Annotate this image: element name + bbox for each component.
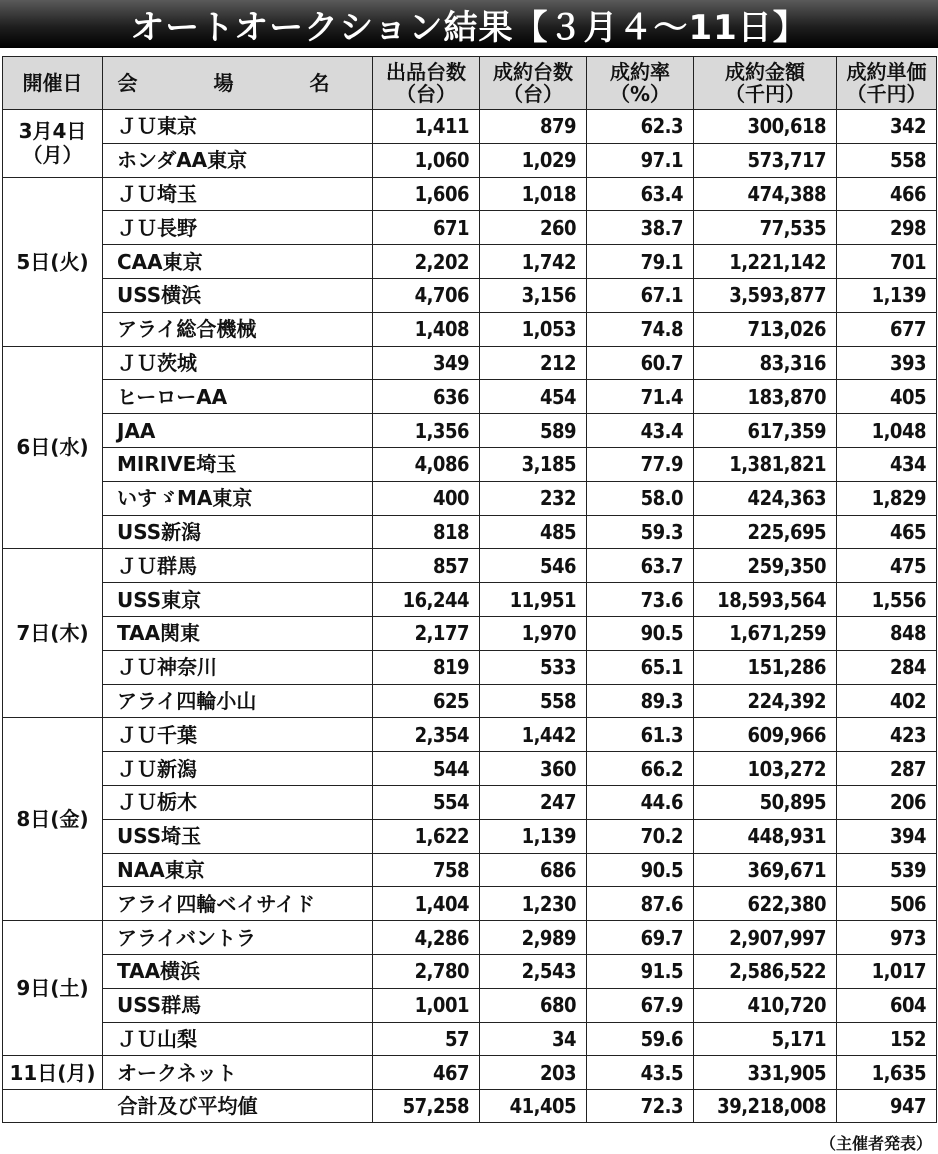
rate-cell: 70.2 xyxy=(587,819,694,853)
listed-cell: 819 xyxy=(373,650,480,684)
venue-cell: USS新潟 xyxy=(103,515,373,549)
header-date: 開催日 xyxy=(3,57,103,110)
amount-cell: 713,026 xyxy=(694,312,837,346)
unit-cell: 342 xyxy=(837,110,937,144)
table-row xyxy=(3,380,937,414)
listed-cell: 636 xyxy=(373,380,480,414)
sold-cell: 3,185 xyxy=(480,447,587,481)
venue-cell: ＪＵ栃木 xyxy=(103,785,373,819)
unit-cell: 848 xyxy=(837,616,937,650)
listed-cell: 1,411 xyxy=(373,110,480,144)
sold-cell: 1,018 xyxy=(480,177,587,211)
venue-cell: アライ総合機械 xyxy=(103,312,373,346)
amount-cell: 410,720 xyxy=(694,988,837,1022)
listed-cell: 1,060 xyxy=(373,143,480,177)
page-title: オートオークション結果【３月４～11日】 xyxy=(130,7,808,48)
table-body xyxy=(3,110,937,1090)
amount-cell: 18,593,564 xyxy=(694,583,837,617)
listed-cell: 467 xyxy=(373,1056,480,1090)
listed-cell: 1,606 xyxy=(373,177,480,211)
table-row xyxy=(3,110,937,144)
amount-cell: 609,966 xyxy=(694,718,837,752)
unit-cell: 1,556 xyxy=(837,583,937,617)
date-cell: 7日(木) xyxy=(3,549,103,718)
amount-cell: 2,907,997 xyxy=(694,921,837,955)
listed-cell: 554 xyxy=(373,785,480,819)
table-row xyxy=(3,650,937,684)
listed-cell: 625 xyxy=(373,684,480,718)
amount-cell: 331,905 xyxy=(694,1056,837,1090)
venue-cell: MIRIVE埼玉 xyxy=(103,447,373,481)
sold-cell: 34 xyxy=(480,1022,587,1056)
amount-cell: 259,350 xyxy=(694,549,837,583)
amount-cell: 622,380 xyxy=(694,887,837,921)
total-amount: 39,218,008 xyxy=(694,1090,837,1123)
date-cell: 11日(月) xyxy=(3,1056,103,1090)
listed-cell: 4,706 xyxy=(373,278,480,312)
venue-cell: TAA横浜 xyxy=(103,954,373,988)
rate-cell: 66.2 xyxy=(587,752,694,786)
amount-cell: 2,586,522 xyxy=(694,954,837,988)
table-row xyxy=(3,752,937,786)
venue-cell: アライバントラ xyxy=(103,921,373,955)
sold-cell: 879 xyxy=(480,110,587,144)
sold-cell: 11,951 xyxy=(480,583,587,617)
amount-cell: 474,388 xyxy=(694,177,837,211)
table-row xyxy=(3,988,937,1022)
unit-cell: 1,017 xyxy=(837,954,937,988)
date-cell: 3月4日 （月） xyxy=(3,110,103,178)
rate-cell: 43.5 xyxy=(587,1056,694,1090)
listed-cell: 400 xyxy=(373,481,480,515)
venue-cell: ホンダAA東京 xyxy=(103,143,373,177)
table-row xyxy=(3,583,937,617)
unit-cell: 465 xyxy=(837,515,937,549)
venue-cell: ＪＵ長野 xyxy=(103,211,373,245)
venue-cell: CAA東京 xyxy=(103,245,373,279)
table-row xyxy=(3,447,937,481)
unit-cell: 506 xyxy=(837,887,937,921)
table-row xyxy=(3,312,937,346)
listed-cell: 2,354 xyxy=(373,718,480,752)
venue-cell: いすゞMA東京 xyxy=(103,481,373,515)
listed-cell: 671 xyxy=(373,211,480,245)
table-row xyxy=(3,1056,937,1090)
amount-cell: 573,717 xyxy=(694,143,837,177)
header-sold: 成約台数 （台） xyxy=(480,57,587,110)
header-unit: 成約単価 （千円） xyxy=(837,57,937,110)
venue-cell: ＪＵ茨城 xyxy=(103,346,373,380)
sold-cell: 1,970 xyxy=(480,616,587,650)
sold-cell: 1,442 xyxy=(480,718,587,752)
table-row xyxy=(3,143,937,177)
listed-cell: 4,086 xyxy=(373,447,480,481)
amount-cell: 83,316 xyxy=(694,346,837,380)
venue-cell: ＪＵ神奈川 xyxy=(103,650,373,684)
venue-cell: ＪＵ千葉 xyxy=(103,718,373,752)
header-rate: 成約率 （%） xyxy=(587,57,694,110)
sold-cell: 232 xyxy=(480,481,587,515)
amount-cell: 369,671 xyxy=(694,853,837,887)
unit-cell: 558 xyxy=(837,143,937,177)
header-venue: 会 場 名 xyxy=(103,57,373,110)
venue-cell: TAA関東 xyxy=(103,616,373,650)
rate-cell: 59.6 xyxy=(587,1022,694,1056)
unit-cell: 152 xyxy=(837,1022,937,1056)
unit-cell: 677 xyxy=(837,312,937,346)
listed-cell: 2,177 xyxy=(373,616,480,650)
rate-cell: 74.8 xyxy=(587,312,694,346)
venue-cell: アライ四輪小山 xyxy=(103,684,373,718)
unit-cell: 402 xyxy=(837,684,937,718)
unit-cell: 466 xyxy=(837,177,937,211)
rate-cell: 62.3 xyxy=(587,110,694,144)
unit-cell: 604 xyxy=(837,988,937,1022)
total-sold: 41,405 xyxy=(480,1090,587,1123)
listed-cell: 1,408 xyxy=(373,312,480,346)
sold-cell: 485 xyxy=(480,515,587,549)
amount-cell: 225,695 xyxy=(694,515,837,549)
unit-cell: 434 xyxy=(837,447,937,481)
sold-cell: 360 xyxy=(480,752,587,786)
rate-cell: 65.1 xyxy=(587,650,694,684)
date-cell: 5日(火) xyxy=(3,177,103,346)
rate-cell: 69.7 xyxy=(587,921,694,955)
unit-cell: 393 xyxy=(837,346,937,380)
title-bar xyxy=(0,0,938,48)
rate-cell: 79.1 xyxy=(587,245,694,279)
venue-cell: オークネット xyxy=(103,1056,373,1090)
venue-cell: NAA東京 xyxy=(103,853,373,887)
listed-cell: 857 xyxy=(373,549,480,583)
venue-cell: ＪＵ新潟 xyxy=(103,752,373,786)
amount-cell: 224,392 xyxy=(694,684,837,718)
footnote: （主催者発表） xyxy=(819,1134,932,1153)
rate-cell: 59.3 xyxy=(587,515,694,549)
rate-cell: 73.6 xyxy=(587,583,694,617)
listed-cell: 2,780 xyxy=(373,954,480,988)
listed-cell: 1,404 xyxy=(373,887,480,921)
header-row xyxy=(3,57,937,110)
sold-cell: 546 xyxy=(480,549,587,583)
amount-cell: 183,870 xyxy=(694,380,837,414)
header-amount: 成約金額 （千円） xyxy=(694,57,837,110)
amount-cell: 1,221,142 xyxy=(694,245,837,279)
table-row xyxy=(3,549,937,583)
unit-cell: 701 xyxy=(837,245,937,279)
table-row xyxy=(3,853,937,887)
results-table xyxy=(2,56,937,1123)
amount-cell: 5,171 xyxy=(694,1022,837,1056)
table-row xyxy=(3,785,937,819)
venue-cell: ＪＵ山梨 xyxy=(103,1022,373,1056)
total-listed: 57,258 xyxy=(373,1090,480,1123)
rate-cell: 90.5 xyxy=(587,616,694,650)
rate-cell: 61.3 xyxy=(587,718,694,752)
rate-cell: 58.0 xyxy=(587,481,694,515)
sold-cell: 1,742 xyxy=(480,245,587,279)
table-row xyxy=(3,278,937,312)
table-row xyxy=(3,481,937,515)
sold-cell: 680 xyxy=(480,988,587,1022)
total-row xyxy=(3,1090,937,1123)
venue-cell: アライ四輪ベイサイド xyxy=(103,887,373,921)
unit-cell: 405 xyxy=(837,380,937,414)
unit-cell: 973 xyxy=(837,921,937,955)
venue-cell: ヒーローAA xyxy=(103,380,373,414)
table-row xyxy=(3,414,937,448)
unit-cell: 298 xyxy=(837,211,937,245)
sold-cell: 212 xyxy=(480,346,587,380)
listed-cell: 57 xyxy=(373,1022,480,1056)
unit-cell: 423 xyxy=(837,718,937,752)
amount-cell: 50,895 xyxy=(694,785,837,819)
rate-cell: 38.7 xyxy=(587,211,694,245)
venue-cell: ＪＵ東京 xyxy=(103,110,373,144)
sold-cell: 2,989 xyxy=(480,921,587,955)
listed-cell: 544 xyxy=(373,752,480,786)
table-row xyxy=(3,921,937,955)
listed-cell: 2,202 xyxy=(373,245,480,279)
unit-cell: 1,048 xyxy=(837,414,937,448)
venue-cell: ＪＵ群馬 xyxy=(103,549,373,583)
venue-cell: JAA xyxy=(103,414,373,448)
rate-cell: 43.4 xyxy=(587,414,694,448)
total-rate: 72.3 xyxy=(587,1090,694,1123)
rate-cell: 87.6 xyxy=(587,887,694,921)
unit-cell: 1,139 xyxy=(837,278,937,312)
venue-cell: ＪＵ埼玉 xyxy=(103,177,373,211)
sold-cell: 686 xyxy=(480,853,587,887)
table-row xyxy=(3,245,937,279)
table-row xyxy=(3,346,937,380)
sold-cell: 1,053 xyxy=(480,312,587,346)
table-row xyxy=(3,718,937,752)
table-row xyxy=(3,887,937,921)
rate-cell: 77.9 xyxy=(587,447,694,481)
listed-cell: 16,244 xyxy=(373,583,480,617)
rate-cell: 90.5 xyxy=(587,853,694,887)
table-row xyxy=(3,684,937,718)
amount-cell: 424,363 xyxy=(694,481,837,515)
unit-cell: 539 xyxy=(837,853,937,887)
date-cell: 9日(土) xyxy=(3,921,103,1056)
date-cell: 6日(水) xyxy=(3,346,103,549)
unit-cell: 1,635 xyxy=(837,1056,937,1090)
unit-cell: 475 xyxy=(837,549,937,583)
sold-cell: 558 xyxy=(480,684,587,718)
venue-cell: USS横浜 xyxy=(103,278,373,312)
rate-cell: 89.3 xyxy=(587,684,694,718)
unit-cell: 206 xyxy=(837,785,937,819)
sold-cell: 247 xyxy=(480,785,587,819)
sold-cell: 589 xyxy=(480,414,587,448)
rate-cell: 44.6 xyxy=(587,785,694,819)
rate-cell: 97.1 xyxy=(587,143,694,177)
table-row xyxy=(3,515,937,549)
sold-cell: 203 xyxy=(480,1056,587,1090)
amount-cell: 3,593,877 xyxy=(694,278,837,312)
venue-cell: USS群馬 xyxy=(103,988,373,1022)
unit-cell: 287 xyxy=(837,752,937,786)
amount-cell: 448,931 xyxy=(694,819,837,853)
total-label: 合計及び平均値 xyxy=(3,1090,373,1123)
date-cell: 8日(金) xyxy=(3,718,103,921)
amount-cell: 103,272 xyxy=(694,752,837,786)
venue-cell: USS埼玉 xyxy=(103,819,373,853)
sold-cell: 1,230 xyxy=(480,887,587,921)
table-row xyxy=(3,177,937,211)
listed-cell: 4,286 xyxy=(373,921,480,955)
venue-cell: USS東京 xyxy=(103,583,373,617)
rate-cell: 67.1 xyxy=(587,278,694,312)
rate-cell: 67.9 xyxy=(587,988,694,1022)
listed-cell: 1,622 xyxy=(373,819,480,853)
amount-cell: 617,359 xyxy=(694,414,837,448)
rate-cell: 63.4 xyxy=(587,177,694,211)
header-listed: 出品台数 （台） xyxy=(373,57,480,110)
amount-cell: 300,618 xyxy=(694,110,837,144)
listed-cell: 1,356 xyxy=(373,414,480,448)
unit-cell: 284 xyxy=(837,650,937,684)
table-row xyxy=(3,616,937,650)
table-row xyxy=(3,211,937,245)
total-unit: 947 xyxy=(837,1090,937,1123)
sold-cell: 454 xyxy=(480,380,587,414)
table-row xyxy=(3,819,937,853)
rate-cell: 71.4 xyxy=(587,380,694,414)
sold-cell: 533 xyxy=(480,650,587,684)
listed-cell: 1,001 xyxy=(373,988,480,1022)
sold-cell: 260 xyxy=(480,211,587,245)
listed-cell: 818 xyxy=(373,515,480,549)
rate-cell: 63.7 xyxy=(587,549,694,583)
sold-cell: 2,543 xyxy=(480,954,587,988)
unit-cell: 1,829 xyxy=(837,481,937,515)
sold-cell: 1,029 xyxy=(480,143,587,177)
amount-cell: 77,535 xyxy=(694,211,837,245)
sold-cell: 3,156 xyxy=(480,278,587,312)
amount-cell: 151,286 xyxy=(694,650,837,684)
amount-cell: 1,671,259 xyxy=(694,616,837,650)
listed-cell: 349 xyxy=(373,346,480,380)
amount-cell: 1,381,821 xyxy=(694,447,837,481)
unit-cell: 394 xyxy=(837,819,937,853)
sold-cell: 1,139 xyxy=(480,819,587,853)
listed-cell: 758 xyxy=(373,853,480,887)
rate-cell: 91.5 xyxy=(587,954,694,988)
table-row xyxy=(3,954,937,988)
table-row xyxy=(3,1022,937,1056)
rate-cell: 60.7 xyxy=(587,346,694,380)
